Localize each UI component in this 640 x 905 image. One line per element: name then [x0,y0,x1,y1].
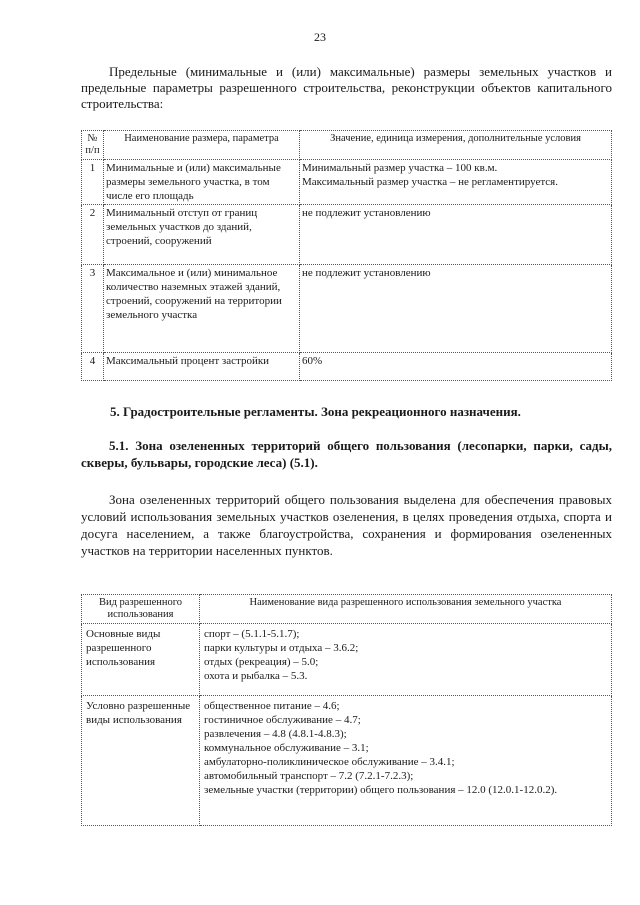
table-header-row [82,595,612,624]
row-value [300,160,612,205]
header-use-name: Наименование вида разрешенного использования земельного участка [200,595,612,624]
section-heading: 5. Градостроительные регламенты. Зона рекреационного назначения. [110,404,521,419]
use-item: земельные участки (территории) общего пользования – 12.0 (12.0.1-12.0.2). [204,784,558,796]
header-value: Значение, единица измерения, дополнительные условия [300,131,612,160]
use-item: коммунальное обслуживание – 3.1; [204,742,369,754]
value-line: 60% [302,355,323,367]
parameters-table [81,130,612,381]
permitted-use-table [81,594,612,826]
table-row [82,624,612,696]
table-row [82,160,612,205]
use-item: развлечения – 4.8 (4.8.1-4.8.3); [204,728,347,740]
row-value [300,265,612,353]
subsection-heading: 5.1. Зона озелененных территорий общего пользования (лесопарки, парки, сады, скверы, бульвары, городские леса) (5.1). [81,438,612,470]
row-value [300,205,612,265]
value-line: Максимальный размер участка – не регламентируется. [302,176,558,188]
zone-description: Зона озелененных территорий общего пользования выделена для обеспечения правовых условий использования земельных участков озеленения, в целях проведения отдыха, спорта и досуга населением, а также благоустройства, сохранения и формирования озелененных участков на территории населенных пунктов. [81,492,612,558]
table-row [82,205,612,265]
use-item: гостиничное обслуживание – 4.7; [204,714,361,726]
use-item: автомобильный транспорт – 7.2 (7.2.1-7.2.3); [204,770,414,782]
use-list [200,696,612,826]
value-line: не подлежит установлению [302,267,431,279]
use-item: амбулаторно-поликлиническое обслуживание – 3.4.1; [204,756,455,768]
row-num: 4 [82,353,104,381]
use-item: отдых (рекреация) – 5.0; [204,656,319,668]
use-kind: Основные виды разрешенного использования [82,624,200,696]
use-item: охота и рыбалка – 5.3. [204,670,308,682]
header-name: Наименование размера, параметра [104,131,300,160]
header-num: № п/п [82,131,104,160]
value-line: Минимальный размер участка – 100 кв.м. [302,162,498,174]
table-row [82,696,612,826]
row-num: 2 [82,205,104,265]
value-line: не подлежит установлению [302,207,431,219]
intro-paragraph: Предельные (минимальные и (или) максимальные) размеры земельных участков и предельные параметры разрешенного строительства, реконструкции объектов капитального строительства: [81,64,612,111]
use-kind: Условно разрешенные виды использования [82,696,200,826]
row-name: Максимальное и (или) минимальное количество наземных этажей зданий, строений, сооружений на территории земельного участка [104,265,300,353]
table-header-row [82,131,612,160]
use-list [200,624,612,696]
page-number: 23 [314,30,326,44]
row-name: Минимальные и (или) максимальные размеры земельного участка, в том числе его площадь [104,160,300,205]
use-item: общественное питание – 4.6; [204,700,340,712]
use-item: спорт – (5.1.1-5.1.7); [204,628,300,640]
row-num: 3 [82,265,104,353]
header-kind: Вид разрешенного использования [82,595,200,624]
row-value [300,353,612,381]
row-name: Минимальный отступ от границ земельных участков до зданий, строений, сооружений [104,205,300,265]
table-row [82,265,612,353]
table-row [82,353,612,381]
use-item: парки культуры и отдыха – 3.6.2; [204,642,359,654]
row-name: Максимальный процент застройки [104,353,300,381]
row-num: 1 [82,160,104,205]
